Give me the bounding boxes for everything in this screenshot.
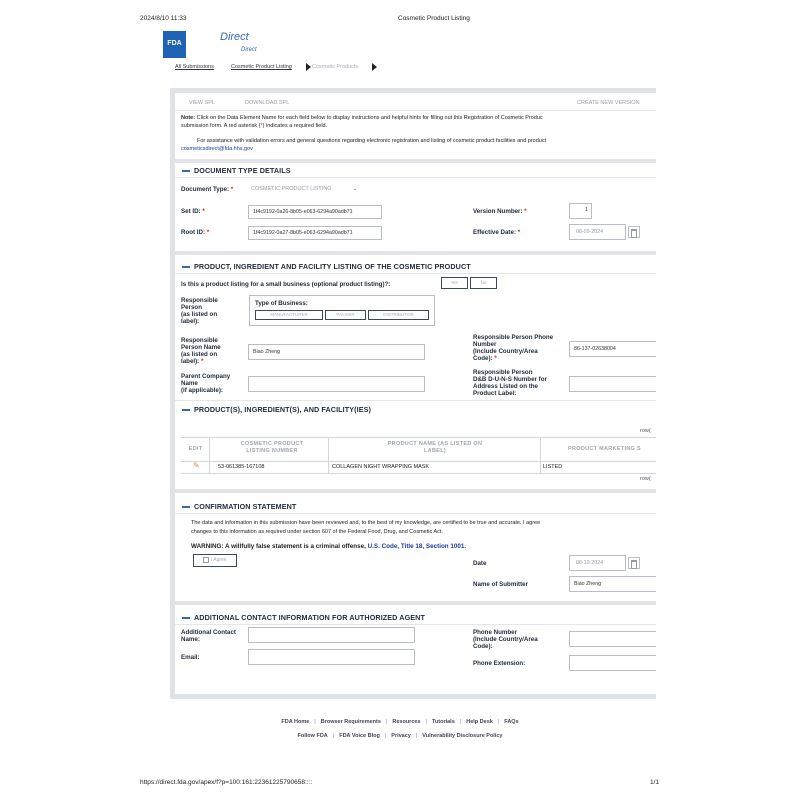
breadcrumb-all-submissions[interactable]: All Submissions [175,64,214,70]
duns-field[interactable] [569,376,656,392]
additional-contact-field[interactable] [248,627,415,643]
footer-link-help-desk[interactable]: Help Desk [466,719,493,725]
set-id-field[interactable]: 1f4c9192-0a26-8b05-e063-6294a90adb71 [248,205,382,219]
download-spl-button[interactable]: DOWNLOAD SPL [245,100,290,106]
date-label: Date [473,560,487,567]
collapse-icon[interactable] [182,409,190,411]
root-id-field[interactable]: 1f4c9192-0a27-8b05-e063-6294a90adb71 [248,226,382,240]
note-line-1 [181,115,656,121]
section-divider [175,489,656,493]
footer-link-vulnerability[interactable]: Vulnerability Disclosure Policy [422,733,503,739]
section-title-document-type: DOCUMENT TYPE DETAILS [194,166,291,175]
col-header-marketing-status: PRODUCT MARKETING S [568,446,641,452]
footer-link-tutorials[interactable]: Tutorials [431,719,455,725]
section-title-confirmation: CONFIRMATION STATEMENT [194,502,297,511]
note-text-2a: submission form. A red asterisk ( [181,123,261,129]
warning-text: WARNING: A willfully false statement is a criminal offense, U.S. Code, Title 18, Section 1001. [191,543,467,550]
document-type-select[interactable]: COSMETIC PRODUCT LISTING ⌄ [251,186,358,192]
breadcrumb-current: Cosmetic Products [312,64,359,70]
print-url: https://direct.fda.gov/apex/f?p=100:161:22361225790658:::: [140,779,313,786]
section-line [175,400,656,401]
footer-link-faqs[interactable]: FAQs [504,719,519,725]
footer-link-voice-blog[interactable]: FDA Voice Blog [339,733,380,739]
email-field[interactable] [248,649,415,665]
cell-product-name: COLLAGEN NIGHT WRAPPING MASK [332,464,430,470]
col-header-listing-number: COSMETIC PRODUCT LISTING NUMBER [240,441,304,454]
parent-company-label: Parent Company Name (if applicable): [181,373,231,394]
footer-link-follow-fda[interactable]: Follow FDA [297,733,328,739]
assist-text: For assistance with validation errors and general questions regarding electronic registration and listing of cosmetic product facilities and product [197,138,547,144]
print-page-title: Cosmetic Product Listing [398,15,470,22]
col-header-edit: EDIT [188,446,203,452]
section-line [175,177,656,178]
email-link[interactable]: cosmeticsdirect@fda.hhs.gov [181,146,253,152]
print-page-number: 1/1 [650,779,660,786]
main-panel [170,88,656,699]
note-text-2b: ) indicates a required field. [262,123,328,129]
calendar-icon[interactable] [628,226,640,238]
parent-company-field[interactable] [248,376,425,392]
toolbar-divider [175,110,656,111]
rp-phone-field[interactable]: 86-137-02638004 [569,341,656,357]
direct-sub: Direct [241,47,257,53]
version-number-label: Version Number: * [473,208,527,215]
breadcrumb-arrow-icon [372,63,377,71]
edit-pencil-icon[interactable]: ✎ [193,461,200,470]
note-prefix: Note: [181,115,196,121]
small-business-yes[interactable]: Yes [441,277,468,289]
rows-count-bottom: row( [640,476,651,482]
note-line-2 [181,123,327,129]
section-divider [175,601,656,605]
version-number-field[interactable]: 1 [569,203,592,219]
responsible-person-label: Responsible Person (as listed on label): [181,297,218,325]
small-business-no[interactable]: No [470,277,497,289]
section-line [175,513,656,514]
business-option-packer[interactable]: PACKER [325,310,366,320]
document-type-label: Document Type: * [181,186,234,193]
footer-row-1: FDA Home | Browser Requirements | Resources | Tutorials | Help Desk | FAQs [281,719,519,725]
rp-name-field[interactable]: Biao Zheng [248,344,425,360]
collapse-icon[interactable] [182,266,190,268]
set-id-label: Set ID: * [181,208,205,215]
fda-logo[interactable] [163,31,186,58]
footer-link-resources[interactable]: Resources [392,719,421,725]
footer-row-2: Follow FDA | FDA Voice Blog | Privacy | Vulnerability Disclosure Policy [297,733,503,739]
rp-phone-label: Responsible Person Phone Number (Include Country/Area Code): * [473,334,554,362]
confirmation-text-2: changes to this information as required under section 607 of the Federal Food, Drug, and Cosmetic Act. [191,529,443,535]
col-header-product-name: PRODUCT NAME (AS LISTED ON LABEL) [387,441,483,454]
section-divider [175,251,656,255]
phone-number-label: Phone Number (Include Country/Area Code): [473,629,538,650]
create-new-version-button[interactable]: CREATE NEW VERSION [577,100,640,106]
breadcrumb-cosmetic-product-listing[interactable]: Cosmetic Product Listing [231,64,292,70]
section-title-agent: ADDITIONAL CONTACT INFORMATION FOR AUTHORIZED AGENT [194,613,425,622]
duns-label: Responsible Person D&B D-U-N-S Number for Address Listed on the Product Label: [473,369,547,397]
direct-brand: Direct [220,31,249,43]
section-line [175,273,656,274]
collapse-icon[interactable] [182,170,190,172]
fda-logo-text: FDA [167,40,182,47]
required-asterisk: * [260,123,263,129]
phone-extension-field[interactable] [569,655,656,671]
footer-link-privacy[interactable]: Privacy [391,733,411,739]
submitter-label: Name of Submitter [473,581,529,588]
effective-date-label: Effective Date: * [473,229,521,236]
breadcrumb-arrow-icon [306,63,311,71]
footer-link-browser-requirements[interactable]: Browser Requirements [320,719,381,725]
business-option-manufacturer[interactable]: MANUFACTURER [255,310,323,320]
checkbox-icon [203,557,209,563]
chevron-down-icon: ⌄ [352,186,358,192]
phone-number-field[interactable] [569,631,656,647]
type-of-business-label: Type of Business: [255,300,308,307]
us-code-link[interactable]: U.S. Code, Title 18, Section 1001. [367,543,467,550]
cell-marketing-status: LISTED [543,464,563,470]
view-spl-button[interactable]: VIEW SPL [189,100,215,106]
root-id-label: Root ID: * [181,229,210,236]
email-label: Email: [181,654,200,661]
rows-count-top: row( [640,428,651,434]
rp-name-label: Responsible Person Name (as listed on label): * [181,337,221,365]
collapse-icon[interactable] [182,617,190,619]
section-divider [175,159,656,163]
small-business-question: Is this a product listing for a small business (optional product listing)?: [181,281,391,288]
section-title-product-listing: PRODUCT, INGREDIENT AND FACILITY LISTING OF THE COSMETIC PRODUCT [194,262,471,271]
section-title-products: PRODUCT(S), INGREDIENT(S), AND FACILITY(IES) [194,405,372,414]
submitter-field[interactable]: Biao Zheng [569,576,656,592]
footer-link-fda-home[interactable]: FDA Home [281,719,310,725]
section-line [175,624,656,625]
phone-extension-label: Phone Extension: [473,660,526,667]
collapse-icon[interactable] [182,506,190,508]
i-agree-button[interactable]: I Agree [193,554,237,567]
confirmation-text-1: The data and information in this submission have been reviewed and, to the best of my knowledge, are certified to be true and accurate. I agree [191,520,541,526]
business-option-distributor[interactable]: DISTRIBUTOR [368,310,429,320]
cell-listing-number: 53-061385-167108 [218,464,265,470]
print-datetime: 2024/8/10 11:33 [140,15,187,22]
note-text: Click on the Data Element Name for each field below to display instructions and helpful hints for filling out this Registration of Cosmetic Produc [196,115,543,121]
date-field[interactable]: 08-10-2024 [569,555,626,571]
additional-contact-label: Additional Contact Name: [181,629,236,643]
calendar-icon[interactable] [628,557,640,569]
effective-date-field[interactable]: 08-09-2024 [569,224,626,240]
